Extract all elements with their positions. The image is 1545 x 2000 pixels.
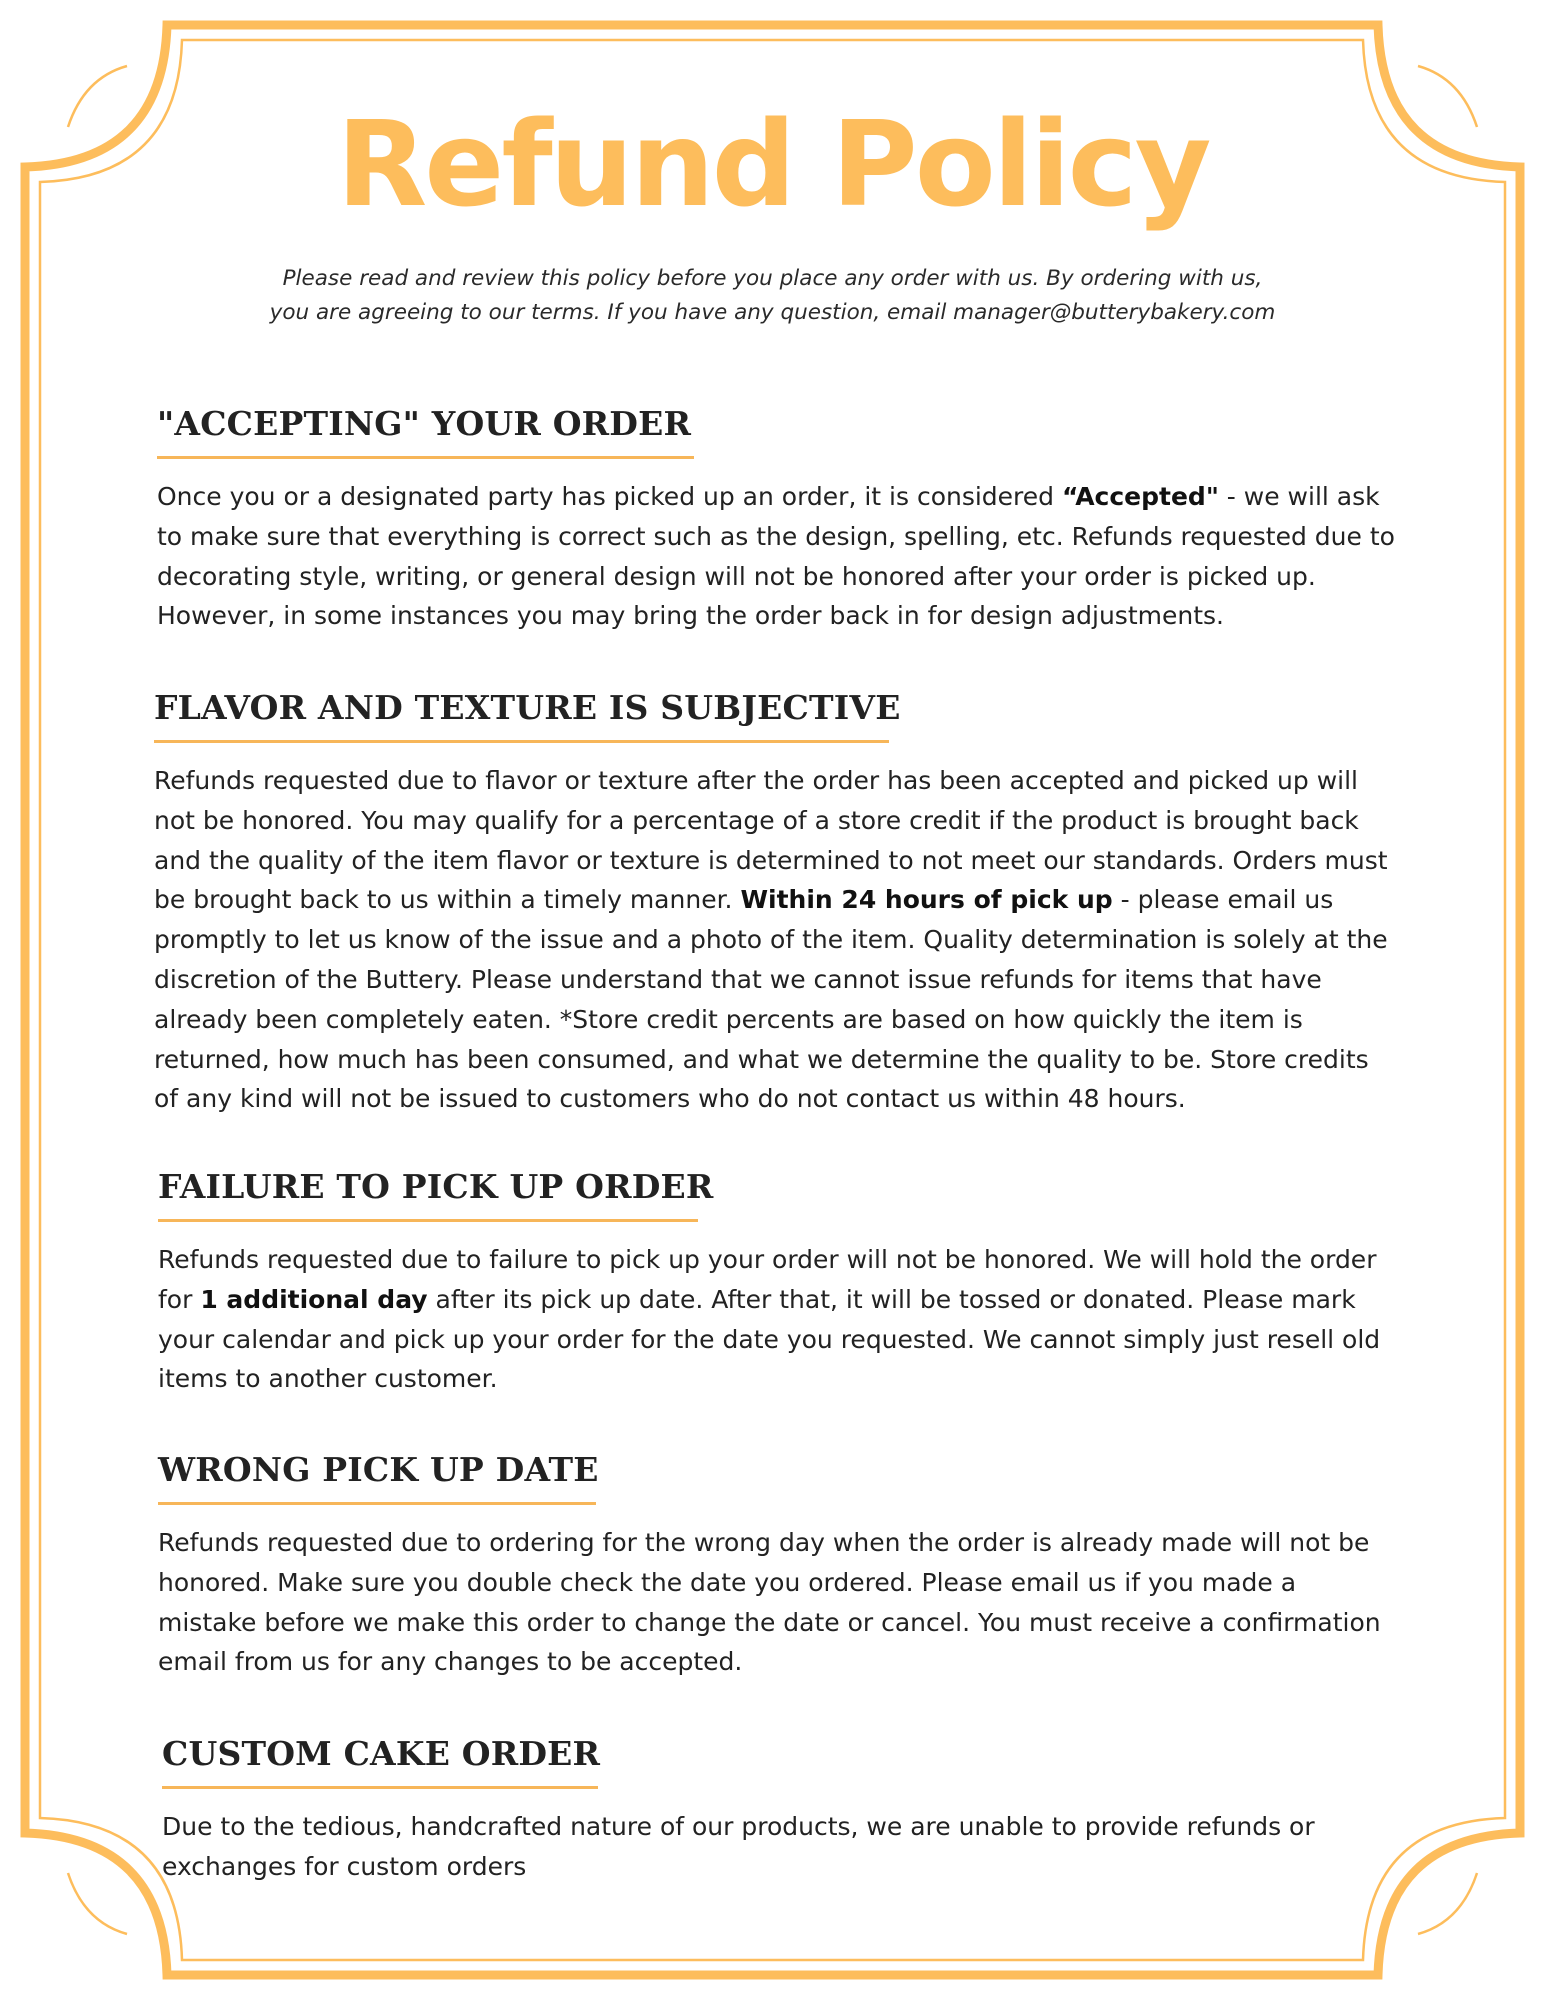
body-line: returned, how much has been consumed, and what we determine the quality to be. Store credits — [154, 1044, 1369, 1074]
body-line: Refunds requested due to ordering for the wrong day when the order is already made will not be — [158, 1528, 1370, 1557]
body-line: not be honored. You may qualify for a percentage of a store credit if the product is brought back — [154, 805, 1359, 835]
emphasis-text: “Accepted" — [1061, 482, 1219, 511]
section-flavor-texture — [154, 686, 1399, 1119]
body-line: for 1 additional day after its pick up date. After that, it will be tossed or donated. Please mark — [158, 1284, 1356, 1314]
body-line: honored. Make sure you double check the date you ordered. Please email us if you made a — [158, 1567, 1297, 1597]
page-title: Refund Policy — [336, 95, 1209, 233]
body-line: Due to the tedious, handcrafted nature of our products, we are unable to provide refunds or — [162, 1812, 1315, 1841]
section-heading: "ACCEPTING" YOUR ORDER — [157, 404, 692, 443]
heading-underline — [162, 1786, 598, 1789]
section-custom-cake — [162, 1732, 1407, 1887]
body-line: mistake before we make this order to change the date or cancel. You must receive a confirmation — [158, 1607, 1381, 1637]
body-line: promptly to let us know of the issue and a photo of the item. Quality determination is solely at the — [154, 925, 1388, 955]
emphasis-text: Within 24 hours of pick up — [740, 885, 1113, 915]
section-body — [158, 1240, 1403, 1399]
body-line: exchanges for custom orders — [162, 1851, 527, 1881]
intro-line: Please read and review this policy before you place any order with us. By ordering with us, — [282, 266, 1263, 291]
body-line: of any kind will not be issued to customers who do not contact us within 48 hours. — [154, 1084, 1186, 1114]
section-body — [157, 477, 1402, 636]
intro-line: you are agreeing to our terms. If you have any question, email manager@butterybakery.com — [269, 300, 1276, 325]
section-wrong-date — [158, 1448, 1403, 1682]
body-line: and the quality of the item flavor or texture is determined to not meet our standards. Orders must — [154, 845, 1388, 875]
heading-underline — [158, 1502, 596, 1505]
body-line: However, in some instances you may bring the order back in for design adjustments. — [157, 601, 1224, 631]
section-failure-pickup — [158, 1165, 1403, 1399]
body-line: items to another customer. — [158, 1364, 498, 1394]
intro-text — [150, 262, 1395, 330]
section-body — [154, 761, 1399, 1119]
section-heading: CUSTOM CAKE ORDER — [162, 1734, 601, 1773]
body-line: already been completely eaten. *Store credit percents are based on how quickly the item is — [154, 1004, 1303, 1034]
section-body — [162, 1807, 1407, 1887]
body-line: email from us for any changes to be accepted. — [158, 1647, 743, 1677]
body-line: discretion of the Buttery. Please understand that we cannot issue refunds for items that have — [154, 964, 1322, 994]
body-line: be brought back to us within a timely manner. Within 24 hours of pick up - please email us — [154, 885, 1334, 915]
heading-underline — [154, 740, 889, 743]
body-line: Refunds requested due to failure to pick up your order will not be honored. We will hold the order — [158, 1245, 1377, 1274]
emphasis-text: 1 additional day — [200, 1284, 428, 1314]
body-line: decorating style, writing, or general design will not be honored after your order is picked up. — [157, 561, 1316, 591]
heading-underline — [158, 1219, 698, 1222]
section-heading: FLAVOR AND TEXTURE IS SUBJECTIVE — [154, 688, 901, 727]
section-accepting-order — [157, 402, 1402, 636]
heading-underline — [157, 456, 694, 459]
body-line: your calendar and pick up your order for the date you requested. We cannot simply just resell old — [158, 1324, 1381, 1354]
section-heading: FAILURE TO PICK UP ORDER — [158, 1167, 714, 1206]
section-heading: WRONG PICK UP DATE — [158, 1450, 599, 1489]
body-line: to make sure that everything is correct such as the design, spelling, etc. Refunds requested due to — [157, 521, 1395, 551]
body-line: Once you or a designated party has picked up an order, it is considered “Accepted" - we will ask — [157, 482, 1380, 511]
body-line: Refunds requested due to flavor or texture after the order has been accepted and picked up will — [154, 766, 1358, 795]
section-body — [158, 1523, 1403, 1682]
